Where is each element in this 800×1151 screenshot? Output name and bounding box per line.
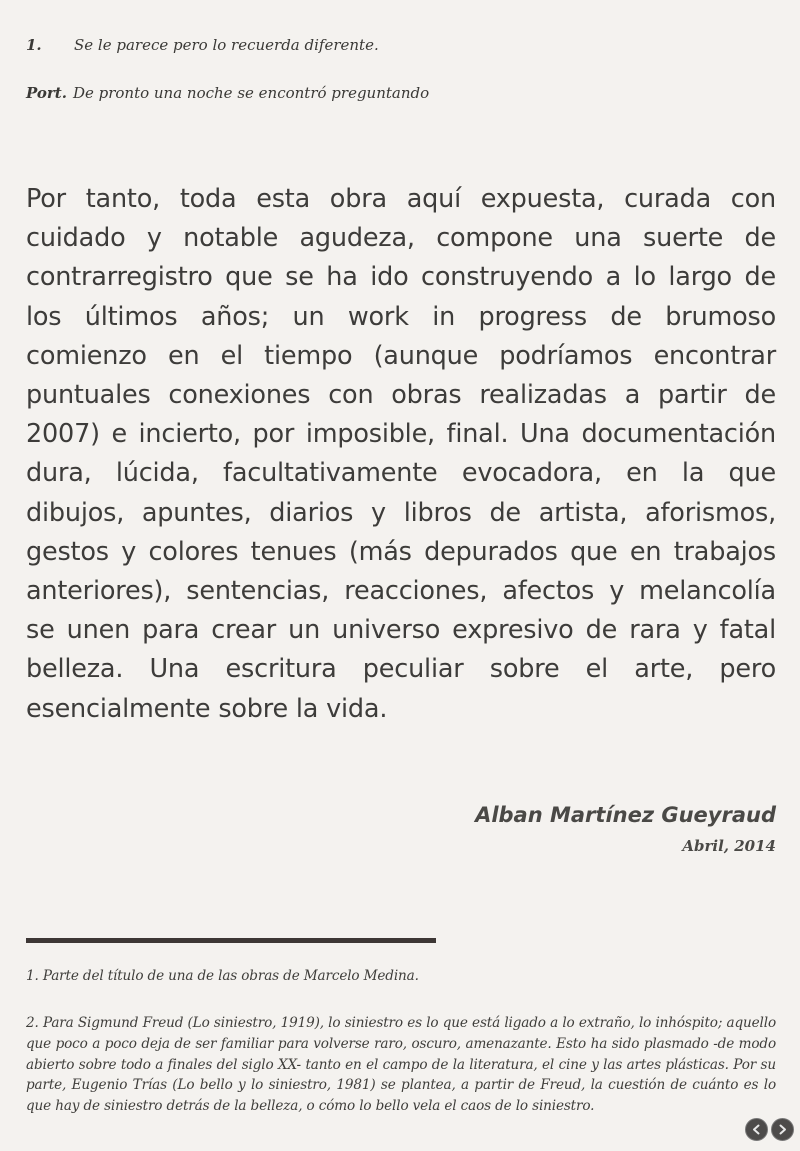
- page-navigation: [745, 1118, 794, 1141]
- footnote-1: 1. Parte del título de una de las obras de Marcelo Medina.: [26, 968, 419, 984]
- footnote-divider: [26, 938, 436, 943]
- main-paragraph: Por tanto, toda esta obra aquí expuesta, curada con cuidado y notable agudeza, compone una suerte de contrarregistro que se ha ido construyendo a lo largo de los últimos años; un work in progress de brumoso comienzo en el tiempo (aunque podríamos encontrar puntuales conexiones con obras realizadas a partir de 2007) e incierto, por imposible, final. Una documentación dura, lúcida, facultativamente evocadora, en la que dibujos, apuntes, diarios y libros de artista, aforismos, gestos y colores tenues (más depurados que en trabajos anteriores), sentencias, reacciones, afectos y melancolía se unen para crear un universo expresivo de rara y fatal belleza. Una escritura peculiar sobre el arte, pero esencialmente sobre la vida.: [26, 184, 776, 724]
- page-next-icon: [776, 1123, 789, 1136]
- note-number: Port.: [26, 84, 67, 102]
- note-text: De pronto una noche se encontró preguntando: [72, 84, 430, 102]
- footnote-2: 2. Para Sigmund Freud (Lo siniestro, 1919), lo siniestro es lo que está ligado a lo extraño, lo inhóspito; aquello que poco a poco deja de ser familiar para volverse raro, oscuro, amenazante. Esto ha sido plasmado -de modo abierto sobre todo a finales del siglo XX- tanto en el campo de la literatura, el cine y las artes plásticas. Por su parte, Eugenio Trías (Lo bello y lo siniestro, 1981) se plantea, a partir de Freud, la cuestión de cuánto es lo que hay de siniestro detrás de la belleza, o cómo lo bello vela el caos de lo siniestro.: [26, 1015, 776, 1115]
- page-prev-icon: [750, 1123, 763, 1136]
- previous-page-button[interactable]: [745, 1118, 768, 1141]
- note-text: Se le parece pero lo recuerda diferente.: [74, 36, 379, 54]
- author-name: Alban Martínez Gueyraud: [475, 803, 776, 827]
- note-number: 1.: [26, 36, 42, 54]
- note-line-1: [26, 36, 379, 54]
- next-page-button[interactable]: [771, 1118, 794, 1141]
- note-line-port: [26, 84, 429, 102]
- signature-date: Abril, 2014: [682, 837, 776, 855]
